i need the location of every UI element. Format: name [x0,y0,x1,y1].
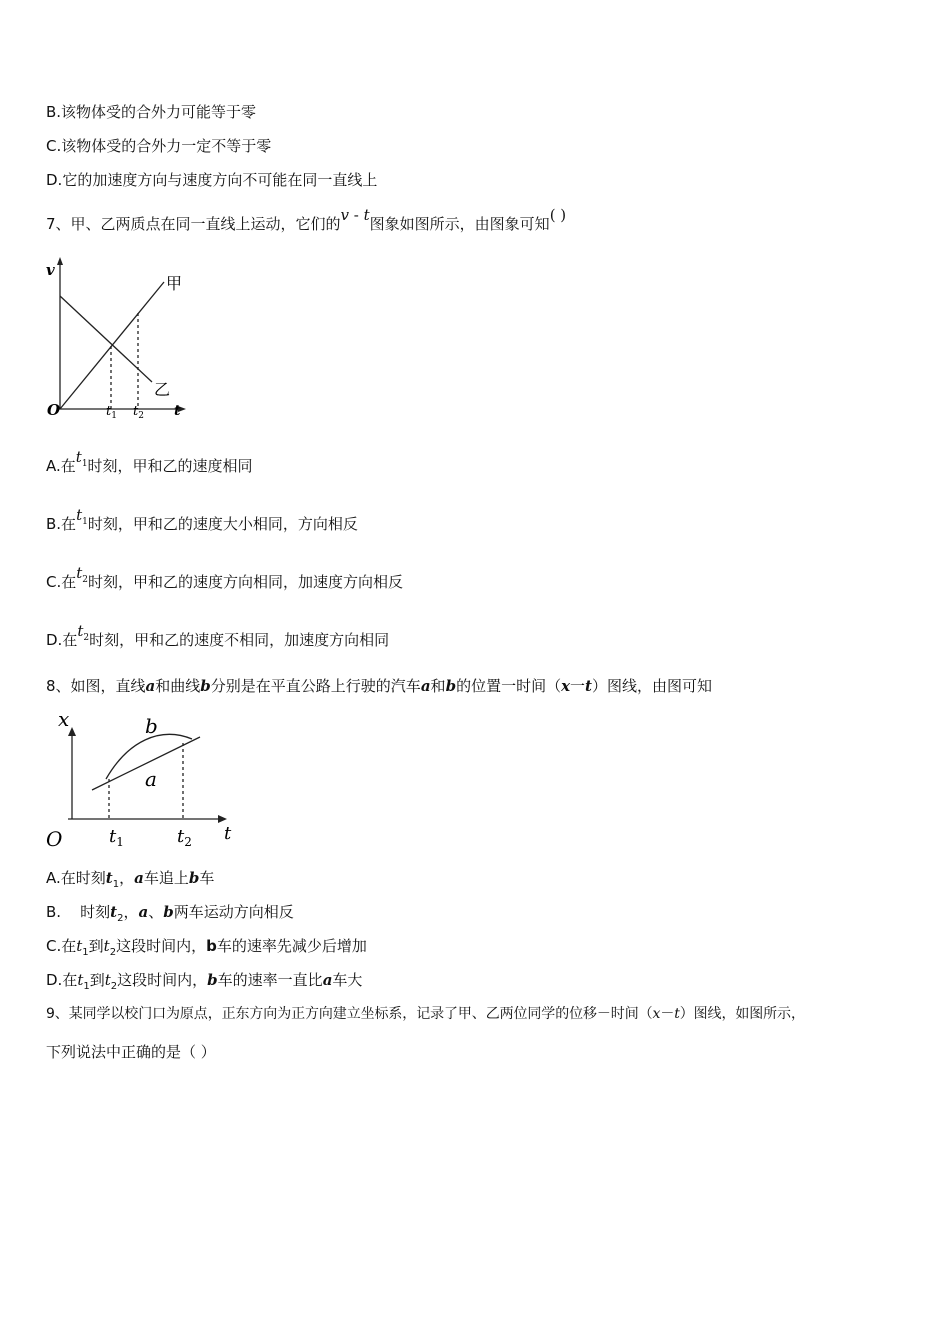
q7-vt-dash: - [349,206,364,224]
q8-s4: 和 [430,677,446,695]
q8-d-t1: t [77,971,84,989]
q8-a1: a [145,677,156,695]
q8-b-sub: 2 [117,913,124,924]
q7-option-b [46,506,358,541]
q8-s3: 分别是在平直公路上行驶的汽车 [210,677,421,695]
q7-option-a [46,448,253,483]
q7-vt-graph [40,255,200,425]
q8-x-label: t [224,823,232,844]
q7-x-label: t [174,403,181,419]
q8-c-t2: t [103,937,110,955]
q9-stem-line2: 下列说法中正确的是（ ） [46,1043,216,1061]
q7-b-sub: 1 [82,517,88,527]
q7-t1-sub: 1 [111,411,117,421]
q8-b-p3: 、 [148,903,164,921]
q8-d-p3: 这段时间内， [117,971,208,989]
q9-l1a: 9、某同学以校门口为原点，正东方向为正方向建立坐标系，记录了甲、乙两位同学的位移－时间（ [46,1006,653,1022]
q9-l1b: ）图线，如图所示， [679,1006,805,1022]
q8-d-sub2: 2 [110,981,118,992]
q8-b-p4: 两车运动方向相反 [173,903,294,921]
q6-option-c: C.该物体受的合外力一定不等于零 [46,137,272,155]
q8-b-label: b [145,714,158,738]
q9-dash: － [660,1006,675,1022]
q8-b-p2: ， [123,903,139,921]
q7-t2-sub: 2 [138,411,144,421]
q8-a-p2: ， [119,869,135,887]
q8-a2: a [420,677,431,695]
q8-d-a: a [322,971,333,989]
q7-stem-prefix: 7、甲、乙两质点在同一直线上运动，它们的 [46,215,341,233]
q8-t1-var: t [109,826,117,847]
q8-b-b: b [163,903,174,921]
q8-d-b: b [207,971,218,989]
q8-d-p5: 车大 [332,971,363,989]
q8-x: x [561,677,571,695]
q8-c-p1: C.在 [46,937,77,955]
q7-jia-label: 甲 [166,274,183,293]
q7-b-text: 时刻，甲和乙的速度大小相同，方向相反 [87,515,358,533]
q9-x: x [652,1006,661,1022]
q8-dash: 一 [570,677,586,695]
q8-t: t [585,677,592,695]
q6-option-d: D.它的加速度方向与速度方向不可能在同一直线上 [46,171,378,189]
q8-d-p1: D.在 [46,971,78,989]
q7-option-c [46,564,404,599]
q8-a-label: a [145,767,157,791]
q7-t1-var: t [106,404,112,419]
q8-t2-var: t [177,826,185,847]
q8-option-d [46,970,362,997]
q7-d-var [77,622,90,643]
q8-c-t1: t [76,937,83,955]
q8-a-p1: A.在时刻 [46,869,106,887]
q9-t: t [674,1006,680,1022]
q8-a-a: a [134,869,144,887]
q8-s1: 8、如图，直线 [46,677,146,695]
q8-d-sub1: 1 [83,981,90,992]
q7-y-label: v [46,261,55,279]
q8-c-sub1: 1 [82,947,89,958]
q7-a-sub: 1 [81,459,88,469]
q8-b-a: a [138,903,149,921]
q7-c-text: 时刻，甲和乙的速度方向相同，加速度方向相反 [88,573,404,591]
q7-b-prefix: B.在 [46,515,77,533]
q8-s2: 和曲线 [155,677,201,695]
q7-stem [46,206,567,234]
q8-c-p3: 这段时间内， [116,937,207,955]
q7-yi-label: 乙 [154,380,171,399]
q7-vt-t: t [363,206,370,224]
q8-d-p4: 车的速率一直比 [217,971,323,989]
q8-a-t: t [105,869,113,887]
q8-xt-graph [40,706,240,856]
q8-c-p2: 到 [88,937,104,955]
q7-option-d [46,622,390,657]
q8-t1-label [109,826,124,849]
q8-s6: ）图线，由图可知 [591,677,712,695]
q7-origin: O [47,401,61,419]
q8-a-b: b [188,869,200,887]
q7-d-prefix: D.在 [46,631,78,649]
q7-stem-suffix: 图象如图所示，由图象可知 [369,215,550,233]
q8-y-label: x [58,707,70,731]
q8-d-p2: 到 [89,971,105,989]
q8-option-a [46,868,214,895]
q7-a-prefix: A.在 [46,457,76,475]
q8-option-b [46,902,294,929]
q8-t2-sub: 2 [184,835,192,849]
q8-option-c [46,936,367,963]
q8-c-sub2: 2 [109,947,117,958]
q7-d-sub: 2 [83,633,90,643]
q9-stem-line1 [46,1004,805,1024]
q8-x-arrow [218,815,227,823]
q8-c-p4: 车的速率先减少后增加 [216,937,367,955]
q7-d-text: 时刻，甲和乙的速度不相同，加速度方向相同 [89,631,390,649]
q7-paren: ( ) [549,206,567,224]
q8-a-p3: 车追上 [143,869,189,887]
q7-vt-label [341,206,370,224]
q7-a-text: 时刻，甲和乙的速度相同 [87,457,253,475]
q7-d-t: t [77,622,84,640]
q7-vt-v: v [340,206,350,224]
q6-option-b: B.该物体受的合外力可能等于零 [46,103,257,121]
q7-c-sub: 2 [82,575,89,585]
q8-a-sub: 1 [112,879,120,890]
q8-b1: b [200,677,211,695]
q8-b-t: t [110,903,118,921]
q7-b-t: t [76,506,83,524]
q8-c-b: b [206,937,217,955]
q8-b2: b [445,677,457,695]
q7-t2-var: t [133,404,139,419]
q8-s5: 的位置一时间（ [456,677,562,695]
q7-a-t: t [75,448,82,466]
q8-b-p1: B. 时刻 [46,903,111,921]
q7-line-jia [60,282,164,409]
q7-c-var [76,564,89,585]
q8-stem [46,676,712,696]
q7-c-t: t [76,564,83,582]
q7-y-arrow [57,257,63,265]
q7-t2-label [133,404,144,421]
q7-a-var [75,448,88,469]
q7-b-var [76,506,88,527]
q8-origin: O [46,827,63,851]
q8-d-t2: t [104,971,111,989]
q7-c-prefix: C.在 [46,573,77,591]
q8-t1-sub: 1 [116,835,124,849]
q8-t2-label [177,826,192,849]
q8-a-p4: 车 [199,869,215,887]
